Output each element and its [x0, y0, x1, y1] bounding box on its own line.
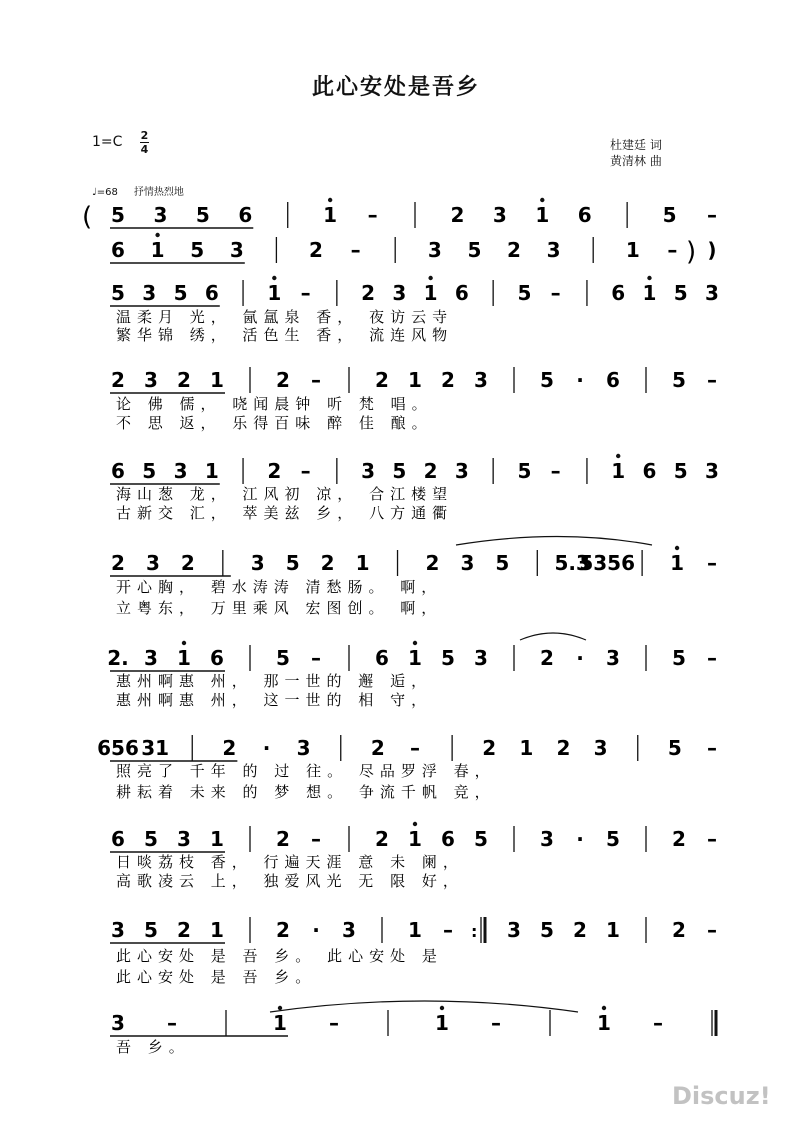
note-number: 5	[673, 281, 688, 305]
note-number: 3	[492, 203, 507, 227]
note-number: 3	[454, 459, 469, 483]
note-number: 5	[144, 827, 158, 851]
note-number: 3	[177, 827, 191, 851]
octave-dot	[155, 233, 159, 237]
time-signature-bottom: 4	[140, 143, 149, 156]
note-number: –	[443, 918, 453, 942]
note-number: 3	[173, 459, 188, 483]
note-number: –	[410, 736, 420, 760]
note-number: 2	[276, 827, 290, 851]
octave-dot	[602, 1006, 606, 1010]
note-number: 3	[507, 918, 521, 942]
note-number: 6	[210, 646, 224, 670]
note-number: 1	[177, 646, 191, 670]
lyric-line: 惠州啊惠 州， 这一世的 相 守，	[116, 691, 433, 709]
octave-dot	[413, 822, 417, 826]
note-number: 3	[546, 238, 561, 262]
note-number: 2	[540, 646, 554, 670]
note-number: –	[167, 1011, 177, 1035]
note-number: 1	[150, 238, 165, 262]
note-number: 5	[662, 203, 677, 227]
note-number: 6	[611, 281, 626, 305]
note-number: 5	[142, 459, 157, 483]
note-number: 5	[144, 918, 158, 942]
note-number: 2	[177, 918, 191, 942]
note-number: –	[491, 1011, 501, 1035]
note-number: –	[300, 281, 311, 305]
lyric-line: 惠州啊惠 州， 那一世的 邂 逅，	[116, 672, 433, 690]
note-number: –	[707, 368, 717, 392]
octave-dot	[328, 198, 332, 202]
note-number: 3	[427, 238, 442, 262]
note-number: )	[707, 238, 717, 262]
note-number: 5	[495, 551, 510, 575]
lyric-line: 开心胸， 碧水涛涛 清愁肠。 啊，	[116, 578, 443, 596]
note-number: 5	[441, 646, 455, 670]
lyric-line: 繁华锦 绣， 活色生 香， 流连风物	[116, 326, 454, 344]
note-number: 2	[375, 368, 389, 392]
note-number: 2	[320, 551, 335, 575]
note-number: –	[707, 646, 717, 670]
lyric-line: 高歌凌云 上， 独爱风光 无 限 好，	[116, 872, 464, 890]
note-number: 1	[606, 918, 620, 942]
note-number: 656	[97, 736, 139, 760]
lyric-line: 吾 乡。	[116, 1038, 190, 1056]
note-number: 2	[370, 736, 385, 760]
note-number: –	[350, 238, 361, 262]
lyric-line: 耕耘着 未来 的 梦 想。 争流千帆 竞，	[116, 783, 496, 801]
note-number: 1	[625, 238, 640, 262]
note-number: 3	[606, 646, 620, 670]
note-number: 3	[250, 551, 265, 575]
note-number: 1	[210, 368, 224, 392]
note-number: 2	[425, 551, 440, 575]
note-number: 1	[670, 551, 685, 575]
note-number: 1	[267, 281, 282, 305]
note-number: 3	[705, 459, 719, 483]
note-number: –	[707, 827, 717, 851]
note-number: 5	[667, 736, 682, 760]
octave-dot	[182, 641, 186, 645]
note-number: 5	[673, 459, 688, 483]
note-number: 2	[573, 918, 587, 942]
note-number: 3	[153, 203, 168, 227]
note-number: 3	[144, 646, 158, 670]
repeat-paren-close: )	[686, 237, 697, 267]
note-number: 1	[408, 368, 422, 392]
note-number: 3	[593, 736, 608, 760]
octave-dot	[413, 641, 417, 645]
note-number: 5.3	[554, 551, 590, 575]
octave-dot	[428, 276, 432, 280]
note-number: 3	[474, 368, 488, 392]
note-number: –	[707, 551, 717, 575]
note-number: 2	[111, 368, 125, 392]
note-number: 5	[190, 238, 205, 262]
note-number: –	[311, 646, 321, 670]
octave-dot	[440, 1006, 444, 1010]
tempo-value: ♩=68	[92, 187, 118, 198]
lyric-line: 立粤东， 万里乘风 宏图创。 啊，	[116, 599, 443, 617]
note-number: 5	[517, 281, 532, 305]
key-signature: 1=C	[92, 134, 123, 150]
note-number: 3	[392, 281, 407, 305]
note-number: 5	[195, 203, 210, 227]
note-number: 2	[556, 736, 571, 760]
note-number: 2	[222, 736, 237, 760]
note-number: 1	[273, 1011, 287, 1035]
note-number: 2	[177, 368, 191, 392]
note-number: 2	[276, 918, 290, 942]
lyric-line: 温柔月 光， 氤氲泉 香， 夜访云寺	[116, 308, 454, 326]
note-number: 6	[441, 827, 455, 851]
lyric-line: 此心安处 是 吾 乡。 此心安处 是	[116, 947, 443, 965]
lyric-line: 照亮了 千年 的 过 往。 尽品罗浮 春，	[116, 762, 496, 780]
note-number: –	[367, 203, 378, 227]
note-number: 6	[238, 203, 253, 227]
score-title: 此心安处是吾乡	[311, 75, 480, 100]
watermark-logo: Discuz!	[672, 1082, 771, 1110]
note-number: 2	[482, 736, 497, 760]
repeat-paren-open: (	[82, 202, 93, 232]
note-number: –	[311, 368, 321, 392]
note-number: –	[550, 281, 561, 305]
note-number: ·	[312, 918, 320, 942]
note-number: 3	[145, 551, 160, 575]
note-number: 1	[535, 203, 550, 227]
note-number: 6	[111, 827, 125, 851]
note-number: 5	[276, 646, 290, 670]
note-number: –	[707, 736, 717, 760]
note-number: 2	[267, 459, 282, 483]
note-number: 3	[460, 551, 475, 575]
note-number: 2	[507, 238, 521, 262]
note-number: 3	[705, 281, 719, 305]
note-number: –	[300, 459, 311, 483]
octave-dot	[675, 546, 679, 550]
note-number: 1	[204, 459, 219, 483]
note-number: 3	[144, 368, 158, 392]
note-number: 1	[408, 827, 422, 851]
note-number: 5	[474, 827, 488, 851]
note-number: 5	[540, 368, 554, 392]
octave-dot	[616, 454, 620, 458]
phrase-slur	[456, 537, 652, 546]
note-number: –	[550, 459, 561, 483]
note-number: 5	[517, 459, 532, 483]
note-number: 6	[204, 281, 219, 305]
note-number: 6	[111, 459, 125, 483]
note-number: 5	[111, 203, 125, 227]
note-number: 1	[519, 736, 534, 760]
note-number: 6	[642, 459, 657, 483]
note-number: 1	[408, 918, 422, 942]
repeat-dots: :	[471, 922, 478, 941]
note-number: ·	[576, 827, 584, 851]
composer-credit: 黄清林 曲	[610, 154, 662, 168]
note-number: 5	[392, 459, 407, 483]
note-number: 6	[454, 281, 469, 305]
note-number: 6	[375, 646, 389, 670]
note-number: –	[707, 203, 717, 227]
note-number: 2	[276, 368, 290, 392]
octave-dot	[272, 276, 276, 280]
note-number: 3	[474, 646, 488, 670]
note-number: 3	[361, 459, 376, 483]
note-number: ·	[262, 736, 271, 760]
note-number: 2	[111, 551, 125, 575]
note-number: ·	[576, 368, 584, 392]
lyric-line: 古新交 汇， 萃美兹 乡， 八方通衢	[116, 504, 454, 522]
note-number: 2	[441, 368, 455, 392]
octave-dot	[278, 1006, 282, 1010]
note-number: 1	[355, 551, 370, 575]
lyric-line: 论 佛 儒， 哓闻晨钟 听 梵 唱。	[116, 395, 433, 413]
note-number: 3	[229, 238, 244, 262]
note-number: –	[329, 1011, 339, 1035]
note-number: 2	[423, 459, 438, 483]
note-number: 1	[423, 281, 438, 305]
time-signature-top: 2	[140, 129, 149, 142]
note-number: 6	[606, 368, 620, 392]
note-number: 3	[342, 918, 356, 942]
note-number: 1	[435, 1011, 449, 1035]
note-number: 2	[450, 203, 465, 227]
lyricist-credit: 杜建廷 词	[610, 138, 662, 152]
note-number: 31	[141, 736, 170, 760]
note-number: 1	[642, 281, 657, 305]
tie-slur	[270, 1001, 578, 1012]
note-number: 5	[672, 368, 686, 392]
note-number: 1	[408, 646, 422, 670]
note-number: 2	[672, 827, 686, 851]
note-number: –	[667, 238, 678, 262]
note-number: 2	[361, 281, 376, 305]
lyric-line: 日啖荔枝 香， 行遍天涯 意 未 阑，	[116, 853, 464, 871]
note-number: 2	[309, 238, 323, 262]
note-number: 1	[210, 827, 224, 851]
note-number: 1	[323, 203, 338, 227]
note-number: 5	[285, 551, 300, 575]
note-number: 5	[467, 238, 482, 262]
phrase-slur	[520, 633, 586, 640]
note-number: 5356	[579, 551, 636, 575]
lyric-line: 不 思 返， 乐得百味 醉 佳 酿。	[116, 414, 433, 432]
note-number: 6	[577, 203, 592, 227]
expression-text: 抒情热烈地	[133, 187, 184, 198]
lyric-line: 此心安处 是 吾 乡。	[116, 968, 317, 986]
note-number: 2	[672, 918, 686, 942]
lyric-line: 海山葱 龙， 江风初 凉， 合江楼望	[116, 485, 454, 503]
note-number: 1	[611, 459, 626, 483]
note-number: 5	[672, 646, 686, 670]
note-number: 3	[142, 281, 157, 305]
note-number: –	[311, 827, 321, 851]
note-number: ·	[576, 646, 584, 670]
note-number: 3	[296, 736, 311, 760]
note-number: 5	[111, 281, 125, 305]
note-number: 1	[597, 1011, 611, 1035]
note-number: 2	[180, 551, 195, 575]
note-number: 3	[111, 918, 125, 942]
octave-dot	[647, 276, 651, 280]
octave-dot	[540, 198, 544, 202]
note-number: 5	[540, 918, 554, 942]
note-number: 3	[540, 827, 554, 851]
note-number: 2	[375, 827, 389, 851]
note-number: 3	[111, 1011, 125, 1035]
note-number: –	[653, 1011, 663, 1035]
note-number: 2.	[107, 646, 129, 670]
note-number: 5	[606, 827, 620, 851]
note-number: –	[707, 918, 717, 942]
note-number: 6	[111, 238, 125, 262]
note-number: 1	[210, 918, 224, 942]
note-number: 5	[173, 281, 188, 305]
